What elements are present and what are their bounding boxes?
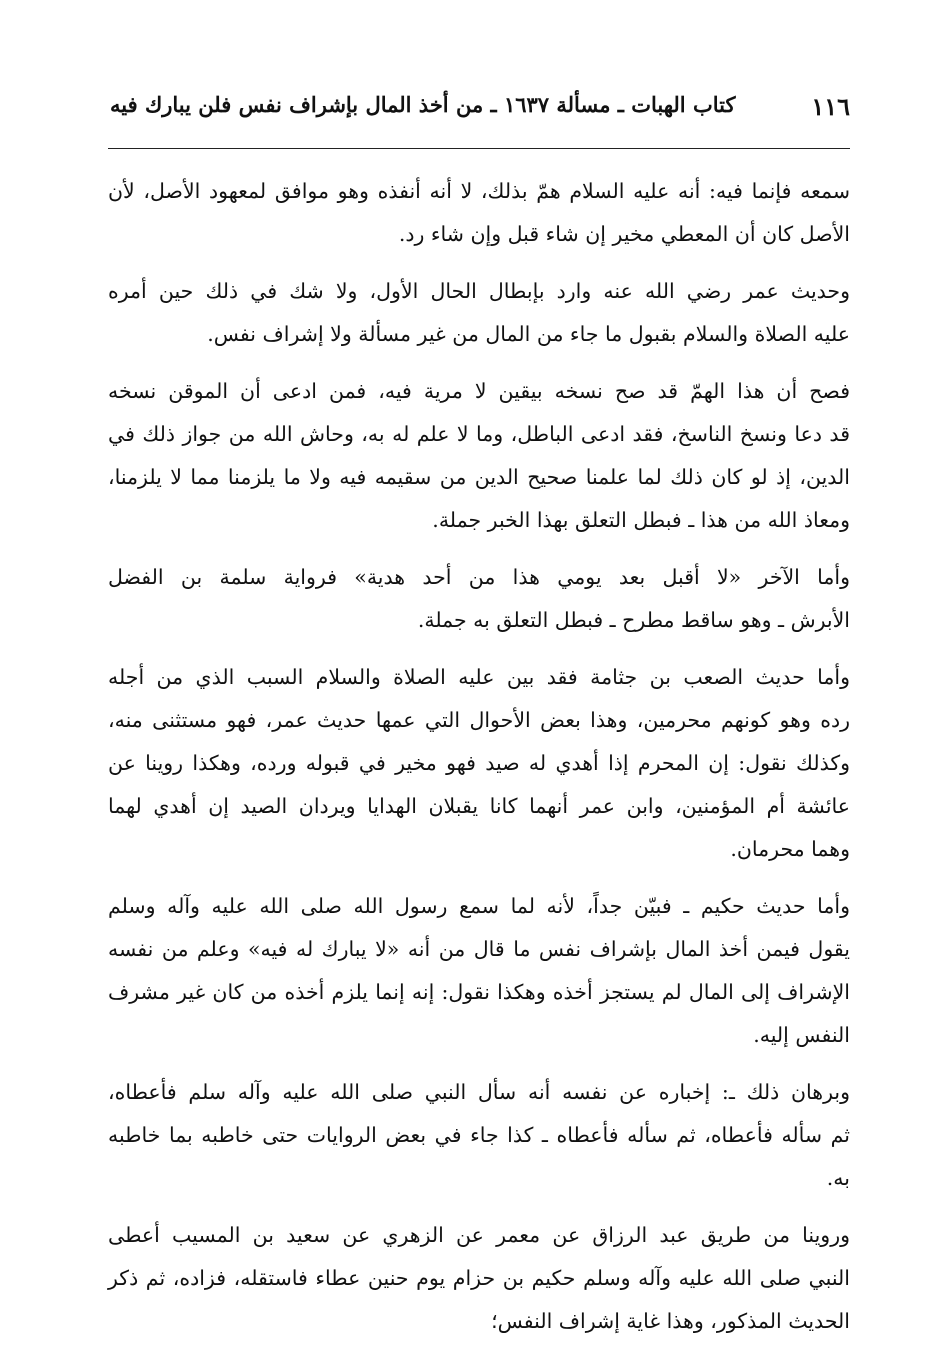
running-title: كتاب الهبات ـ مسألة ١٦٣٧ ـ من أخذ المال بإشراف نفس فلن يبارك فيه xyxy=(110,92,736,117)
text-line: وبرهان ذلك ـ: إخباره عن نفسه أنه سأل النبي صلى الله عليه وآله سلم فأعطاه، xyxy=(108,1080,850,1104)
text-line: يقول فيمن أخذ المال بإشراف نفس ما قال من أنه «لا يبارك له فيه» وعلم من نفسه xyxy=(108,937,850,961)
page-number: ١١٦ xyxy=(811,92,850,121)
text-line: ومعاذ الله من هذا ـ فبطل التعلق بهذا الخبر جملة. xyxy=(432,508,850,532)
text-line: ثم سأله فأعطاه، ثم سأله فأعطاه ـ كذا جاء في بعض الروايات حتى خاطبه بما خاطبه xyxy=(108,1123,850,1147)
paragraph-2 xyxy=(108,270,850,356)
text-line: الأبرش ـ وهو ساقط مطرح ـ فبطل التعلق به جملة. xyxy=(417,608,850,632)
text-line: وهما محرمان. xyxy=(730,837,850,861)
text-line: الحديث المذكور، وهذا غاية إشراف النفس؛ xyxy=(491,1309,850,1333)
paragraph-4 xyxy=(108,556,850,642)
paragraph-3 xyxy=(108,370,850,542)
text-line: سمعه فإنما فيه: أنه عليه السلام همّ بذلك، لا أنه أنفذه وهو موافق لمعهود الأصل، لأن xyxy=(108,179,850,203)
text-line: فصح أن هذا الهمّ قد صح نسخه بيقين لا مرية فيه، فمن ادعى أن الموقن نسخه xyxy=(108,379,850,403)
paragraph-6 xyxy=(108,885,850,1057)
paragraph-8 xyxy=(108,1214,850,1343)
text-line: الأصل كان أن المعطي مخير إن شاء قبل وإن شاء رد. xyxy=(398,222,850,246)
text-line: وأما حديث الصعب بن جثامة فقد بين عليه الصلاة والسلام السبب الذي من أجله xyxy=(108,665,850,689)
text-line: قد دعا ونسخ الناسخ، فقد ادعى الباطل، وما لا علم له به، وحاش الله من جواز ذلك في xyxy=(108,422,850,446)
text-line: الإشراف إلى المال لم يستجز أخذه وهكذا نقول: إنه إنما يلزم أخذه من كان غير مشرف xyxy=(108,980,850,1004)
text-line: النبي صلى الله عليه وآله وسلم حكيم بن حزام يوم حنين عطاء فاستقله، فزاده، ثم ذكر xyxy=(108,1266,850,1290)
paragraph-1 xyxy=(108,170,850,256)
text-line: به. xyxy=(826,1166,850,1190)
header-rule xyxy=(108,148,850,149)
text-line: وأما الآخر «لا أقبل بعد يومي هذا من أحد هدية» فرواية سلمة بن الفضل xyxy=(108,565,850,589)
text-line: الدين، إذ لو كان ذلك لما علمنا صحيح الدين من سقيمه فيه ولا ما يلزمنا مما لا يلزمنا، xyxy=(108,465,850,489)
paragraph-5 xyxy=(108,656,850,871)
page-header xyxy=(110,88,850,128)
text-line: وأما حديث حكيم ـ فبيّن جداً، لأنه لما سمع رسول الله صلى الله عليه وآله وسلم xyxy=(108,894,850,918)
paragraph-7 xyxy=(108,1071,850,1200)
text-line: وكذلك نقول: إن المحرم إذا أهدي له صيد فهو مخير في قبوله ورده، وهكذا روينا عن xyxy=(108,751,850,775)
text-line: عليه الصلاة والسلام بقبول ما جاء من المال من غير مسألة ولا إشراف نفس. xyxy=(207,322,850,346)
text-line: عائشة أم المؤمنين، وابن عمر أنهما كانا يقبلان الهدايا ويردان الصيد إن أهدي لهما xyxy=(108,794,850,818)
body-text xyxy=(108,170,850,1357)
text-line: وحديث عمر رضي الله عنه وارد بإبطال الحال الأول، ولا شك في ذلك حين أمره xyxy=(108,279,850,303)
text-line: النفس إليه. xyxy=(753,1023,850,1047)
text-line: رده وهو كونهم محرمين، وهذا بعض الأحوال التي عمها حديث عمر، فهو مستثنى منه، xyxy=(108,708,850,732)
text-line: وروينا من طريق عبد الرزاق عن معمر عن الزهري عن سعيد بن المسيب أعطى xyxy=(108,1223,850,1247)
